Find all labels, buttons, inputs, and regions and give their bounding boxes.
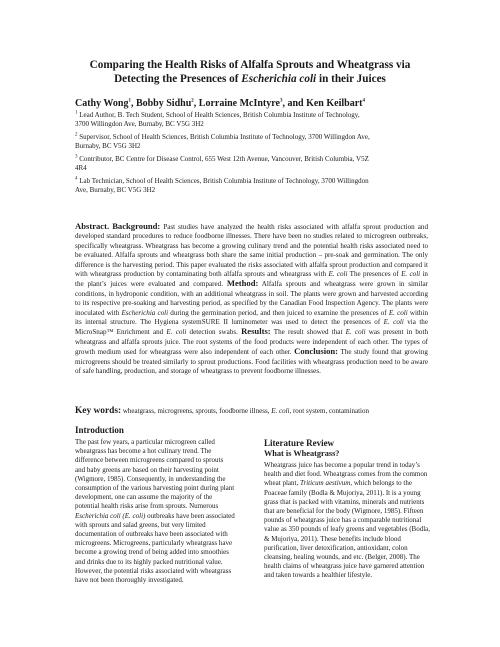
- paper-title: [60, 59, 440, 86]
- keywords-text-post: , root system, contamination: [289, 407, 369, 415]
- title-line-1: Comparing the Health Risks of Alfalfa Sprouts and Wheatgrass via: [89, 59, 411, 71]
- method-label: Method:: [226, 278, 259, 289]
- affiliation-3-line-2: 4R4: [75, 164, 87, 173]
- conclusion-label: Conclusion:: [294, 346, 339, 357]
- background-text-2: The presences of: [347, 270, 402, 279]
- introduction-section: [75, 425, 235, 585]
- method-text-3: within its internal structure. The Hygiena systemSURE II luminometer was used to detect the presences of: [75, 308, 428, 327]
- author-4: Ken Keilbart: [306, 98, 363, 109]
- affiliation-2: [75, 133, 415, 151]
- background-label: Background:: [112, 221, 161, 231]
- keywords: [75, 406, 435, 416]
- introduction-text: [75, 438, 235, 585]
- introduction-heading: Introduction: [75, 425, 124, 435]
- introduction-text-1: The past few years, a particular microgreen called wheatgrass has become a hot culinary trend. The difference between microgreens compared to sprouts and baby greens are based on their harvesting point (Wigmore, 1985). Consequently, in understanding the consumption of the various harvesting point during plant development, one can assume the majority of the potential health risks arise from sprouts. Numerous: [75, 438, 235, 511]
- literature-heading: Literature Review: [264, 438, 335, 448]
- abstract: [75, 222, 428, 377]
- abstract-species-5: E. coli: [383, 318, 404, 327]
- results-text-2: was present in both wheatgrass and alfalfa sprouts juice. The root systems of the food products were independent of each other. The types of growth medium used for wheatgrass were also independent of each other.: [75, 328, 429, 357]
- method-text: Alfalfa sprouts and wheatgrass were grown in similar conditions, in hydroponic condition, with an additional wheatgrass in soil. The plants were grown and harvested according to its respective pre-soaking and harvesting period, as specified by the Canadian Food Inspection Agency. The plants were inoculated with: [75, 280, 428, 317]
- affiliation-1-sup: 1: [75, 110, 78, 116]
- background-text-3: in the plant’s juices were evaluated and compared.: [75, 270, 428, 289]
- affiliation-1-line-1: Lead Author, B. Tech Student, School of Health Sciences, British Columbia Institute of Technology,: [79, 111, 360, 119]
- abstract-species-1: E. coli: [328, 270, 348, 279]
- affiliation-4: [75, 177, 415, 195]
- abstract-species-7: E. coli: [345, 328, 366, 337]
- introduction-species: Escherichia coli (E. coli): [75, 511, 146, 520]
- affiliation-3-line-1: Contributor, BC Centre for Disease Control, 655 West 12th Avenue, Vancouver, British Columbia, V5Z: [79, 155, 369, 163]
- conclusion-text: The study found that growing microgreens should be treated similarly to sprout productions. Food facilities with wheatgrass production need to be aware of safe handling, production, and storage of wheatgrass to prevent foodborne illnesses.: [75, 348, 428, 376]
- author-4-sup: 4: [362, 98, 365, 104]
- literature-species: Triticum aestivum: [299, 479, 351, 488]
- method-text-2: during the germination period, and then juiced to examine the presences of: [168, 308, 389, 317]
- keywords-label: Key words:: [75, 406, 122, 416]
- method-text-5: detection swabs.: [186, 328, 242, 337]
- title-line-2: [60, 73, 440, 87]
- results-text: The result showed that: [270, 328, 346, 337]
- title-line-2-post: in their Juices: [316, 72, 386, 85]
- affiliation-3-sup: 3: [75, 154, 78, 160]
- introduction-text-2: outbreaks have been associated with sprouts and salad greens, but very limited documentation of outbreaks have been associated with microgreens. Microgreens, particularly wheatgrass have become a growing trend of being added into smoothies and drinks due to its highly packed nutritional value. However, the potential risks associated with wheatgrass have not been thoroughly investigated.: [75, 511, 235, 585]
- author-1-sup: 1: [128, 98, 131, 104]
- affiliation-2-sup: 2: [75, 132, 78, 138]
- author-2: Bobby Sidhu: [135, 98, 192, 109]
- literature-subheading: What is Wheatgrass?: [264, 449, 340, 458]
- affiliation-1-line-2: 3700 Willingdon Ave, Burnaby, BC V5G 3H2: [75, 120, 204, 129]
- abstract-species-4: E. coli: [388, 308, 408, 317]
- literature-text-2: , which belongs to the Poaceae family (Bodla & Mujoriya, 2011). It is a young grass that is packed with vitamins, minerals and nutrients that are beneficial for the body (Wigmore, 1985). Fifteen pounds of wheatgrass juice has a comparable nutritional value as 350 pounds of leafy greens and vegetables (Bodla, & Mujoriya, 2011). These benefits include blood purification, liver detoxification, antioxidant, colon cleansing, healing wounds, and etc. (Belger, 2008). The health claims of wheatgrass juice have garnered attention and taken towards a healthier lifestyle.: [264, 479, 431, 580]
- keywords-text-pre: wheatgrass, microgreens, sprouts, foodborne illness,: [121, 407, 272, 415]
- title-species: Escherichia coli: [241, 72, 317, 85]
- abstract-species-2: E. coli: [401, 270, 421, 279]
- results-label: Results:: [241, 326, 271, 337]
- literature-text: [264, 461, 434, 581]
- abstract-species-6: E. coli: [166, 328, 187, 337]
- author-1: Cathy Wong: [75, 98, 129, 109]
- literature-text-1: Wheatgrass juice has become a popular trend in today’s health and diet food. Wheatgrass comes from the common wheat plant,: [264, 461, 428, 488]
- affiliation-2-line-2: Burnaby, BC V5G 3H2: [75, 142, 141, 151]
- abstract-species-3: Escherichia coli: [121, 308, 169, 317]
- keywords-species: E. coli: [271, 407, 290, 415]
- affiliation-4-line-2: Ave, Burnaby, BC V5G 3H2: [75, 186, 156, 195]
- affiliation-1: [75, 111, 415, 129]
- author-2-sup: 2: [191, 98, 194, 104]
- affiliation-3: [75, 155, 415, 173]
- affiliation-4-sup: 4: [75, 176, 78, 182]
- affiliation-4-line-1: Lab Technician, School of Health Sciences, British Columbia Institute of Technology, 3700 Willingdon: [79, 177, 369, 185]
- abstract-label: Abstract.: [75, 221, 110, 231]
- method-text-4: via the MicroSnap™ Enrichment and: [75, 318, 428, 337]
- title-line-2-pre: Detecting the Presences of: [114, 72, 242, 85]
- literature-section: [264, 438, 434, 581]
- author-3-sup: 3: [279, 98, 283, 104]
- background-text: Past studies have analyzed the health risks associated with alfalfa sprout production and developed standard procedures to reduce foodborne illnesses. There have been no studies related to microgreen outbreaks, specifically wheatgrass. Wheatgrass has become a growing culinary trend and the potential health risks associated need to be evaluated. Alfalfa sprouts and wheatgrass both share the same initial production – pre-soak and germination. The only difference is the harvesting period. This paper evaluated the risks associated with alfalfa sprout production and compared it with wheatgrass production by contaminating both alfalfa sprouts and wheatgrass with: [75, 223, 428, 279]
- affiliation-2-line-1: Supervisor, School of Health Sciences, British Columbia Institute of Technology, 3700 Willingdon Ave,: [79, 133, 370, 141]
- author-3: Lorraine McIntyre: [198, 98, 280, 109]
- author-list: Cathy Wong$^1$, Bobby Sidhu$^2$, Lorraine McIntyre$^3$, and Ken Keilbart$^4$: [75, 98, 365, 109]
